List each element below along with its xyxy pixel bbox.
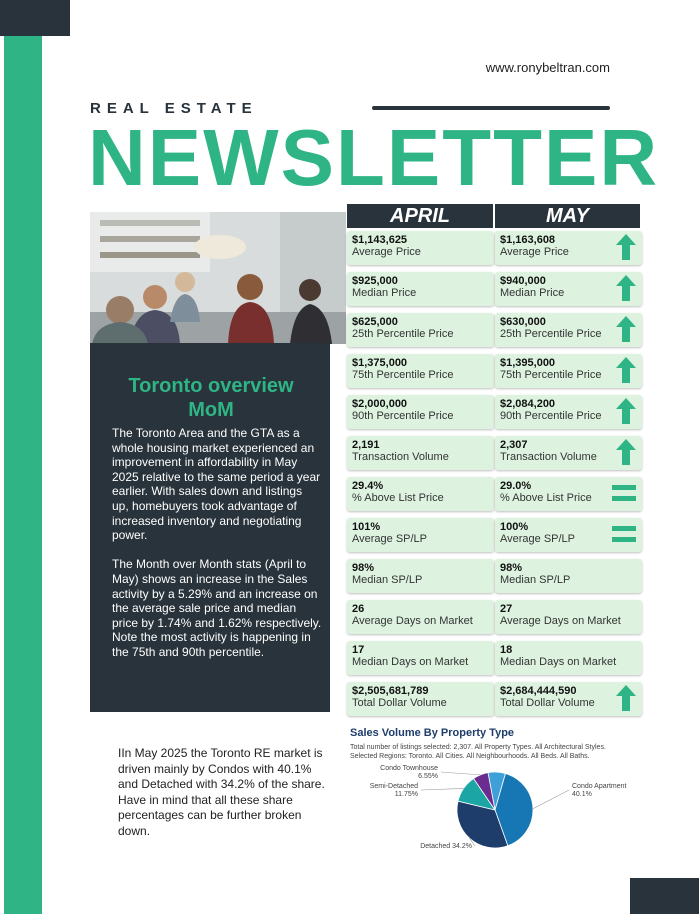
up-arrow-icon <box>616 439 636 465</box>
stat-value: $2,084,200 <box>500 398 556 410</box>
stat-cell-april <box>347 313 494 347</box>
may-column-header: MAY <box>495 204 640 228</box>
meeting-photo <box>90 212 346 344</box>
stat-label: Median Days on Market <box>352 656 469 668</box>
overview-paragraph-2: The Month over Month stats (April to May) shows an increase in the Sales activity by a 5.29% and an increase on the average sale price and median price by 1.74% and 1.62% respectively. <box>112 557 322 630</box>
stat-label: Average SP/LP <box>500 533 576 545</box>
stat-label: 25th Percentile Price <box>500 328 602 340</box>
stat-label: Average SP/LP <box>352 533 428 545</box>
stat-value: 29.4% <box>352 480 384 492</box>
stat-cell-april <box>347 436 494 470</box>
up-arrow-icon <box>616 275 636 301</box>
stat-value: $1,375,000 <box>352 357 408 369</box>
pie-label: Condo Townhouse <box>380 765 438 772</box>
stat-cell-april <box>347 682 494 716</box>
stat-value: 2,191 <box>352 439 380 451</box>
stat-cell-april <box>347 518 494 552</box>
bottom-dark-tab <box>630 878 699 914</box>
stat-label: Median Price <box>500 287 565 299</box>
equal-sign-icon <box>612 526 636 544</box>
stat-cell-may <box>495 231 642 265</box>
up-arrow-icon <box>616 398 636 424</box>
stat-label: 75th Percentile Price <box>352 369 454 381</box>
stat-value: $1,395,000 <box>500 357 556 369</box>
stat-value: 29.0% <box>500 480 532 492</box>
stat-cell-april <box>347 477 494 511</box>
stat-value: 18 <box>500 644 513 656</box>
stat-value: 101% <box>352 521 381 533</box>
stat-label: Median SP/LP <box>352 574 423 586</box>
stat-label: 75th Percentile Price <box>500 369 602 381</box>
stat-value: 27 <box>500 603 513 615</box>
stat-value: $625,000 <box>352 316 398 328</box>
stat-value: $2,684,444,590 <box>500 685 577 697</box>
stat-label: Median SP/LP <box>500 574 571 586</box>
stat-cell-may <box>495 395 642 429</box>
stat-cell-may <box>495 641 642 675</box>
up-arrow-icon <box>616 234 636 260</box>
stat-label: 90th Percentile Price <box>500 410 602 422</box>
overview-paragraph-1: The Toronto Area and the GTA as a whole housing market experienced an improvement in affordability in May 2025 relative to the same period a year earlier. With sales down and listings up, homebuyers took advantage of increased inventory and negotiating power. <box>112 426 321 543</box>
stat-value: $630,000 <box>500 316 546 328</box>
equal-sign-icon <box>612 485 636 503</box>
overview-title-line1: Toronto overview <box>128 375 294 397</box>
stat-cell-april <box>347 600 494 634</box>
stat-cell-may <box>495 559 642 593</box>
pie-leader-line <box>421 788 464 790</box>
stat-cell-may <box>495 518 642 552</box>
stat-value: 17 <box>352 644 365 656</box>
stat-value: $940,000 <box>500 275 546 287</box>
stat-label: Total Dollar Volume <box>352 697 447 709</box>
stat-cell-may <box>495 682 642 716</box>
stat-cell-april <box>347 641 494 675</box>
stat-value: 2,307 <box>500 439 528 451</box>
top-dark-tab <box>0 0 70 36</box>
up-arrow-icon <box>616 357 636 383</box>
up-arrow-icon <box>616 685 636 711</box>
pie-label: Condo Apartment <box>572 783 627 790</box>
pie-leader-line <box>533 790 569 809</box>
section-subtitle: REAL ESTATE <box>90 100 258 117</box>
stat-label: Median Price <box>352 287 417 299</box>
stat-value: 98% <box>500 562 523 574</box>
chart-title: Sales Volume By Property Type <box>350 727 515 739</box>
pie-value-label: 6.55% <box>418 773 438 780</box>
up-arrow-icon <box>616 316 636 342</box>
chart-subtitle <box>350 743 650 761</box>
overview-title <box>96 374 326 422</box>
stat-cell-may <box>495 313 642 347</box>
stat-label: Average Days on Market <box>352 615 473 627</box>
pie-label: Semi-Detached <box>369 783 418 790</box>
stat-label: Transaction Volume <box>500 451 597 463</box>
stat-value: $2,505,681,789 <box>352 685 429 697</box>
page-title: NEWSLETTER <box>88 113 660 202</box>
stat-value: $925,000 <box>352 275 398 287</box>
stat-value: 26 <box>352 603 365 615</box>
stat-label: Average Days on Market <box>500 615 621 627</box>
stat-label: Average Price <box>500 246 569 258</box>
stat-label: Total Dollar Volume <box>500 697 595 709</box>
overview-paragraph-3: Note the most activity is happening in the 75th and 90th percentile. <box>112 630 311 659</box>
stat-value: $2,000,000 <box>352 398 408 410</box>
property-type-pie-chart <box>360 762 650 862</box>
stat-cell-may <box>495 354 642 388</box>
april-column-header: APRIL <box>347 204 493 228</box>
stat-cell-may <box>495 477 642 511</box>
stat-cell-april <box>347 354 494 388</box>
summary-text: IIn May 2025 the Toronto RE market is driven mainly by Condos with 40.1% and Detached with 34.2% of the share. Have in mind that all these share percentages can be further broken down. <box>118 746 325 838</box>
stat-cell-may <box>495 600 642 634</box>
stat-label: Transaction Volume <box>352 451 449 463</box>
stat-cell-april <box>347 559 494 593</box>
stat-label: 25th Percentile Price <box>352 328 454 340</box>
header-rule <box>372 106 610 110</box>
pie-value-label: 11.75% <box>394 791 418 798</box>
stat-label: Median Days on Market <box>500 656 617 668</box>
stat-value: $1,163,608 <box>500 234 556 246</box>
pie-value-label: 40.1% <box>572 791 592 798</box>
pie-label: Detached 34.2% <box>420 843 472 850</box>
chart-subtitle-line1: Total number of listings selected: 2,307. All Property Types. All Architectural Styles. <box>350 744 606 751</box>
stat-label: Average Price <box>352 246 421 258</box>
pie-leader-line <box>441 772 480 775</box>
stat-cell-may <box>495 436 642 470</box>
stat-cell-april <box>347 272 494 306</box>
chart-subtitle-line2: Selected Regions: Toronto. All Cities. All Neighbourhoods. All Beds. All Baths. <box>350 753 590 760</box>
stat-value: 100% <box>500 521 529 533</box>
left-accent-bar <box>4 0 42 914</box>
stat-label: % Above List Price <box>352 492 444 504</box>
stat-cell-may <box>495 272 642 306</box>
stat-value: $1,143,625 <box>352 234 408 246</box>
overview-body <box>112 426 322 660</box>
stat-label: 90th Percentile Price <box>352 410 454 422</box>
stat-cell-april <box>347 395 494 429</box>
stat-label: % Above List Price <box>500 492 592 504</box>
website-link[interactable]: www.ronybeltran.com <box>485 60 610 75</box>
stat-cell-april <box>347 231 494 265</box>
overview-title-line2: MoM <box>188 399 234 421</box>
stat-value: 98% <box>352 562 375 574</box>
